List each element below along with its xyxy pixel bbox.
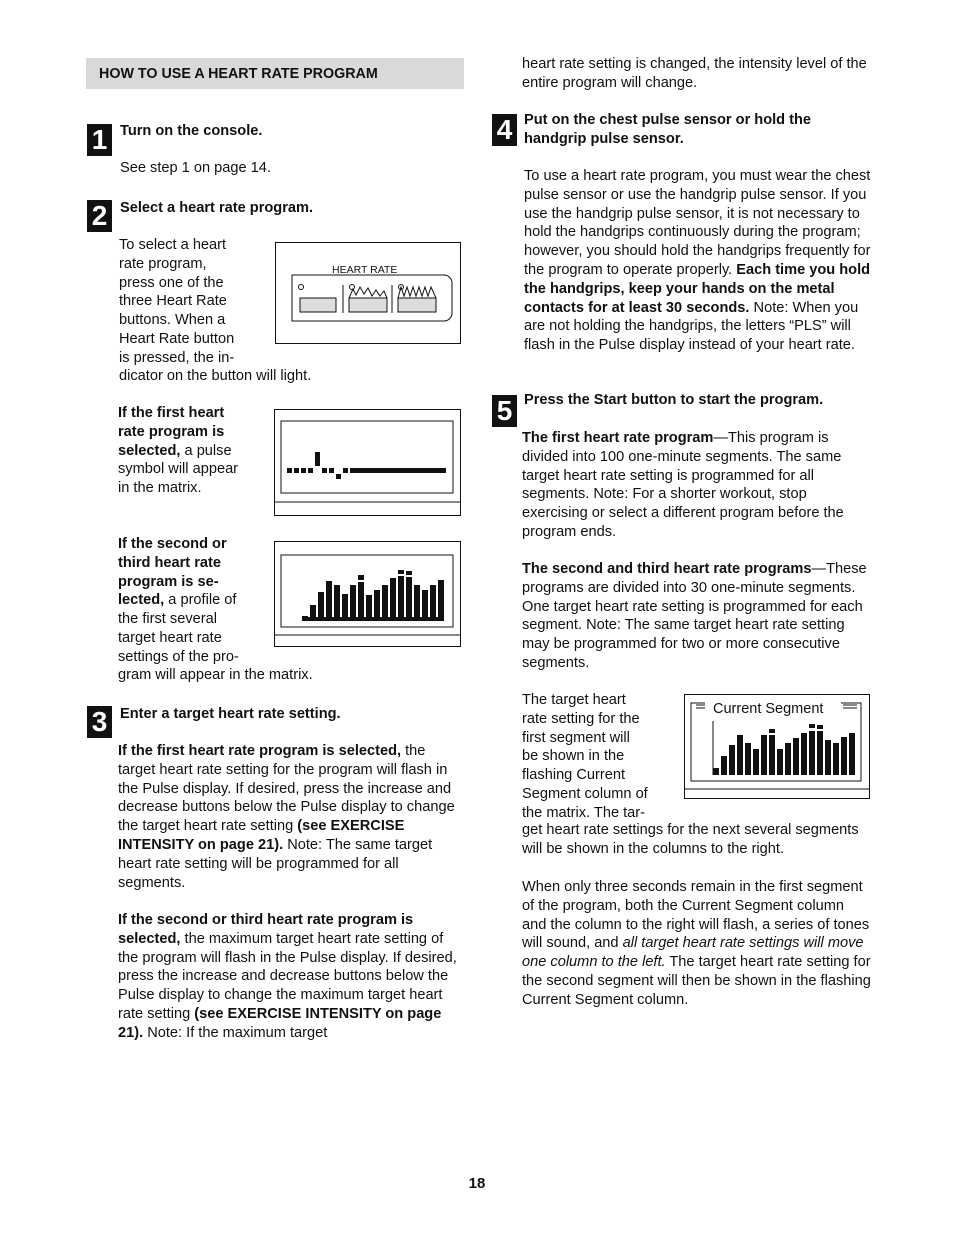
section-header xyxy=(86,58,464,89)
step-2-intro: To select a heart rate program, press one of the three Heart Rate buttons. When a Heart Rate button is pressed, the in- xyxy=(119,237,235,366)
second-program-text: If the second or third heart rate program is se- lected, a profile of the first several target heart rate settings of the pro- xyxy=(118,536,239,665)
step-3-marker: 3 xyxy=(87,706,112,738)
current-segment-label: Current Segment xyxy=(713,701,824,717)
heart-rate-buttons-figure xyxy=(275,242,461,344)
step-5-paragraph-2: The second and third heart rate programs—These programs are divided into 30 one-minute segments. One target heart rate setting is programmed for each segment. Note: The same target heart rate setting may be programmed for two or more consecutive segments. xyxy=(522,561,867,671)
page-number: 18 xyxy=(468,1175,486,1192)
step-5-paragraph-1: The first heart rate program—This program is divided into 100 one-minute segments. The same target heart rate setting is programmed for all segments. Note: For a shorter workout, stop exercising or select a different program before the program ends. xyxy=(522,430,844,540)
step-5-paragraph-4: When only three seconds remain in the first segment of the program, both the Current Segment column and the column to the right will flash, a series of tones will sound, and all target heart rate settings will move one column to the left. The target heart rate setting for the second segment will then be shown in the flashing Current Segment column. xyxy=(522,879,871,1008)
pulse-matrix-illustration xyxy=(275,410,460,515)
pulse-symbol-matrix-figure xyxy=(274,409,461,516)
profile-matrix-figure xyxy=(274,541,461,647)
step-4-body: To use a heart rate program, you must wear the chest pulse sensor or use the handgrip pulse sensor. If you use the handgrip pulse sensor, it is not necessary to hold the handgrips continuously during the program; however, you should hold the handgrips frequently for the program to operate properly. Each time you hold the handgrips, keep your hands on the metal contacts for at least 30 seconds. Note: When you are not holding the handgrips, the letters “PLS” will flash in the Pulse display instead of your heart rate. xyxy=(524,168,871,354)
step-4-title: Put on the chest pulse sensor or hold the handgrip pulse sensor. xyxy=(524,112,812,147)
current-segment-figure xyxy=(684,694,870,799)
heart-rate-label: HEART RATE xyxy=(332,264,398,276)
step-2-title: Select a heart rate program. xyxy=(120,200,314,216)
step-1-body: See step 1 on page 14. xyxy=(120,160,271,176)
first-program-text: If the first heart rate program is selected, a pulse symbol will appear in the matrix. xyxy=(118,405,239,497)
current-segment-illustration xyxy=(685,695,869,798)
step-1-marker: 1 xyxy=(87,124,112,156)
step-3-paragraph-1: If the first heart rate program is selected, the target heart rate setting for the program will flash in the Pulse display. If desired, press the increase and decrease buttons below the Pulse display to change the target heart rate setting (see EXERCISE INTENSITY on page 21). Note: The same target heart rate setting will be programmed for all segments. xyxy=(118,743,455,891)
step-4-marker: 4 xyxy=(492,114,517,146)
step-2-intro-tail: dicator on the button will light. xyxy=(119,368,312,384)
step-5-paragraph-3: The target heart rate setting for the first segment will be shown in the flashing Current Segment column of the matrix. The tar- xyxy=(522,692,648,821)
continued-text: heart rate setting is changed, the intensity level of the entire program will change. xyxy=(522,56,867,91)
step-5-title: Press the Start button to start the program. xyxy=(524,392,824,408)
step-2-marker: 2 xyxy=(87,200,112,232)
step-5-marker: 5 xyxy=(492,395,517,427)
step-3-title: Enter a target heart rate setting. xyxy=(120,706,341,722)
second-program-tail: gram will appear in the matrix. xyxy=(118,667,313,683)
step-1-title: Turn on the console. xyxy=(120,123,263,139)
heart-rate-buttons-illustration xyxy=(276,243,460,343)
step-3-paragraph-2: If the second or third heart rate program is selected, the maximum target heart rate setting of the program will flash in the Pulse display. If desired, press the increase and decrease buttons below the Pulse display to change the maximum target heart rate setting (see EXERCISE INTENSITY on page 21). Note: If the maximum target xyxy=(118,912,457,1041)
section-title: HOW TO USE A HEART RATE PROGRAM xyxy=(99,66,378,82)
step-5-paragraph-3-tail: get heart rate settings for the next several segments will be shown in the columns to the right. xyxy=(522,822,859,857)
profile-matrix-illustration xyxy=(275,542,460,646)
